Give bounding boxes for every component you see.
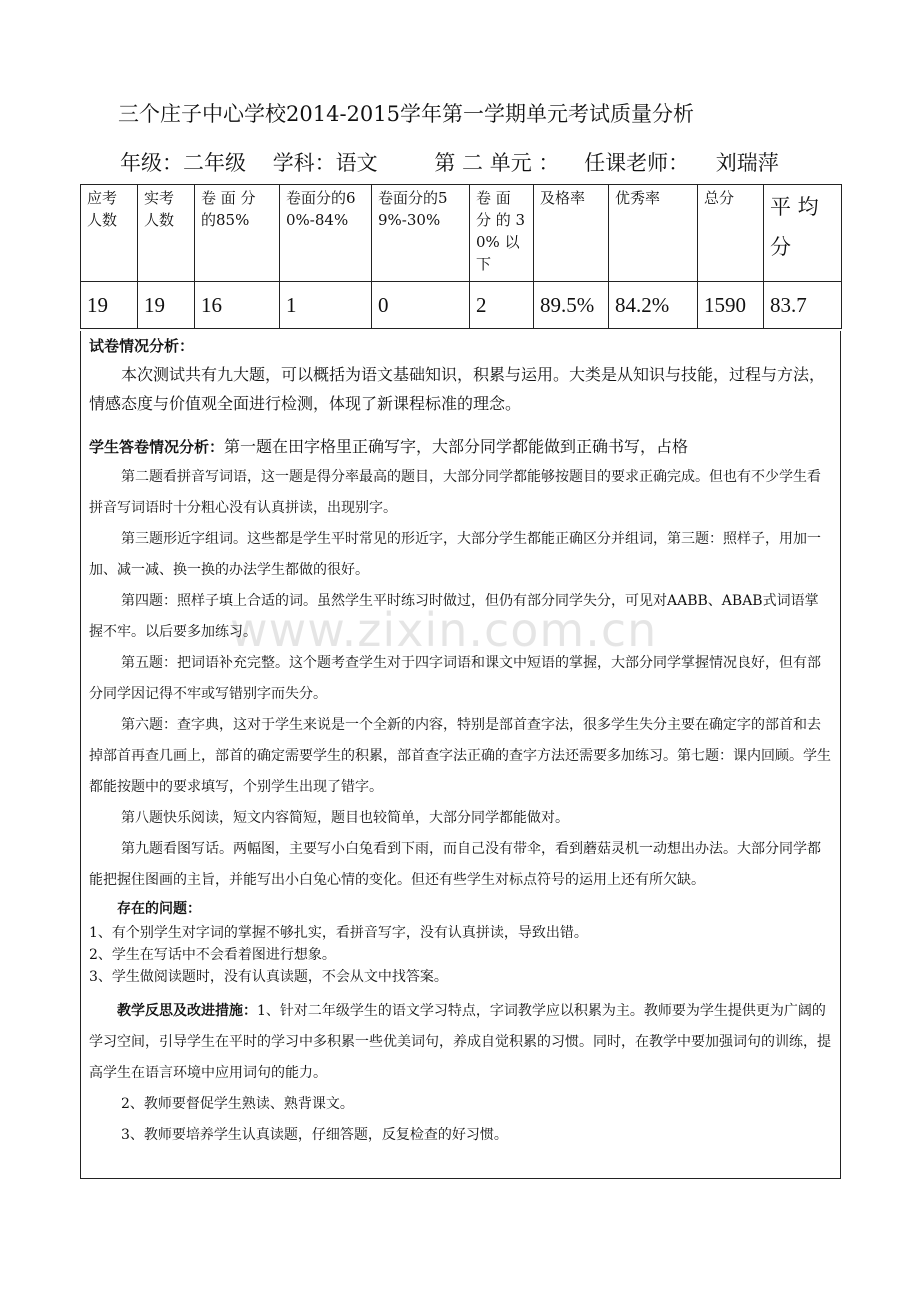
header-cell: 及格率	[534, 185, 609, 282]
table-cell: 83.7	[764, 282, 842, 329]
header-cell: 卷 面 分 的85%	[195, 185, 280, 282]
table-cell: 84.2%	[609, 282, 698, 329]
header-cell: 总分	[698, 185, 764, 282]
paper-analysis-heading: 试卷情况分析：	[89, 337, 195, 355]
table-cell: 19	[138, 282, 195, 329]
analysis-paragraph: 第二题看拼音写词语，这一题是得分率最高的题目，大部分同学都能够按题目的要求正确完成。但也有不少学生看拼音写词语时十分粗心没有认真拼读，出现别字。	[89, 469, 821, 516]
table-row	[81, 282, 842, 329]
grade-label: 年级：二年级	[120, 151, 246, 175]
reflection-item: 2、教师要督促学生熟读、熟背课文。	[121, 1096, 354, 1112]
analysis-paragraph: 第四题：照样子填上合适的词。虽然学生平时练习时做过，但仍有部分同学失分，可见对AABB、ABAB式词语掌握不牢。以后要多加练习。	[89, 593, 819, 640]
table-cell: 1590	[698, 282, 764, 329]
header-cell: 卷面分的60%-84%	[280, 185, 372, 282]
table-cell: 16	[195, 282, 280, 329]
analysis-paragraph: 第九题看图写话。两幅图，主要写小白兔看到下雨，而自己没有带伞，看到蘑菇灵机一动想出办法。大部分同学都能把握住图画的主旨，并能写出小白兔心情的变化。但还有些学生对标点符号的运用上还有所欠缺。	[89, 841, 821, 888]
subtitle-row	[120, 147, 779, 177]
header-cell: 应考人数	[81, 185, 138, 282]
header-cell: 平 均 分	[764, 185, 842, 282]
unit-label: 第 二 单元 ：	[434, 151, 560, 175]
header-cell: 卷面分的59%-30%	[372, 185, 470, 282]
analysis-paragraph: 第三题形近字组词。这些都是学生平时常见的形近字，大部分学生都能正确区分并组词，第三题：照样子，用加一加、减一减、换一换的办法学生都做的很好。	[89, 531, 821, 578]
score-stats-table	[80, 184, 842, 329]
issue-item: 3、学生做阅读题时，没有认真读题，不会从文中找答案。	[89, 969, 448, 985]
analysis-section	[80, 331, 841, 1179]
table-cell: 2	[470, 282, 534, 329]
header-cell: 卷 面 分 的 30% 以下	[470, 185, 534, 282]
reflection-heading: 教学反思及改进措施：	[117, 1003, 257, 1019]
page-title: 三个庄子中心学校2014-2015学年第一学期单元考试质量分析	[118, 102, 694, 126]
table-cell: 89.5%	[534, 282, 609, 329]
teacher-name: 刘瑞萍	[715, 151, 779, 175]
teacher-label: 任课老师：	[584, 151, 690, 175]
student-analysis-intro-paragraph	[89, 432, 832, 462]
analysis-paragraph: 第六题：查字典，这对于学生来说是一个全新的内容，特别是部首查字法，很多学生失分主要在确定字的部首和去掉部首再查几画上，部首的确定需要学生的积累，部首查字法正确的查字方法还需要多加练习。第七题：课内回顾。学生都能按题中的要求填写，个别学生出现了错字。	[89, 717, 831, 795]
student-analysis-heading: 学生答卷情况分析：	[89, 438, 225, 456]
reflection-item: 3、教师要培养学生认真读题，仔细答题，反复检查的好习惯。	[121, 1127, 508, 1143]
table-cell: 0	[372, 282, 470, 329]
table-cell: 1	[280, 282, 372, 329]
header-cell: 实考人数	[138, 185, 195, 282]
watermark: www.zixin.com.cn	[230, 603, 658, 657]
analysis-paragraph: 第八题快乐阅读，短文内容简短，题目也较简单，大部分同学都能做对。	[121, 810, 569, 826]
paper-analysis-text: 本次测试共有九大题，可以概括为语文基础知识，积累与运用。大类是从知识与技能，过程与方法，情感态度与价值观全面进行检测，体现了新课程标准的理念。	[89, 365, 826, 413]
issue-item: 1、有个别学生对字词的掌握不够扎实，看拼音写字，没有认真拼读，导致出错。	[89, 925, 588, 941]
table-cell: 19	[81, 282, 138, 329]
reflection-first: 1、针对二年级学生的语文学习特点，字词教学应以积累为主。教师要为学生提供更为广阔的学习空间，引导学生在平时的学习中多积累一些优美词句，养成自觉积累的习惯。同时，在教学中要加强词句的训练，提高学生在语言环境中应用词句的能力。	[89, 1003, 831, 1081]
issue-item: 2、学生在写话中不会看着图进行想象。	[89, 947, 336, 963]
student-analysis-intro: 第一题在田字格里正确写字，大部分同学都能做到正确书写，占格	[224, 437, 689, 456]
reflection-paragraph	[89, 996, 832, 1089]
header-cell: 优秀率	[609, 185, 698, 282]
issues-heading: 存在的问题：	[117, 901, 201, 917]
analysis-paragraph: 第五题：把词语补充完整。这个题考查学生对于四字词语和课文中短语的掌握，大部分同学掌握情况良好，但有部分同学因记得不牢或写错别字而失分。	[89, 655, 821, 702]
table-header-row	[81, 185, 842, 282]
subject-label: 学科：语文	[272, 151, 378, 175]
